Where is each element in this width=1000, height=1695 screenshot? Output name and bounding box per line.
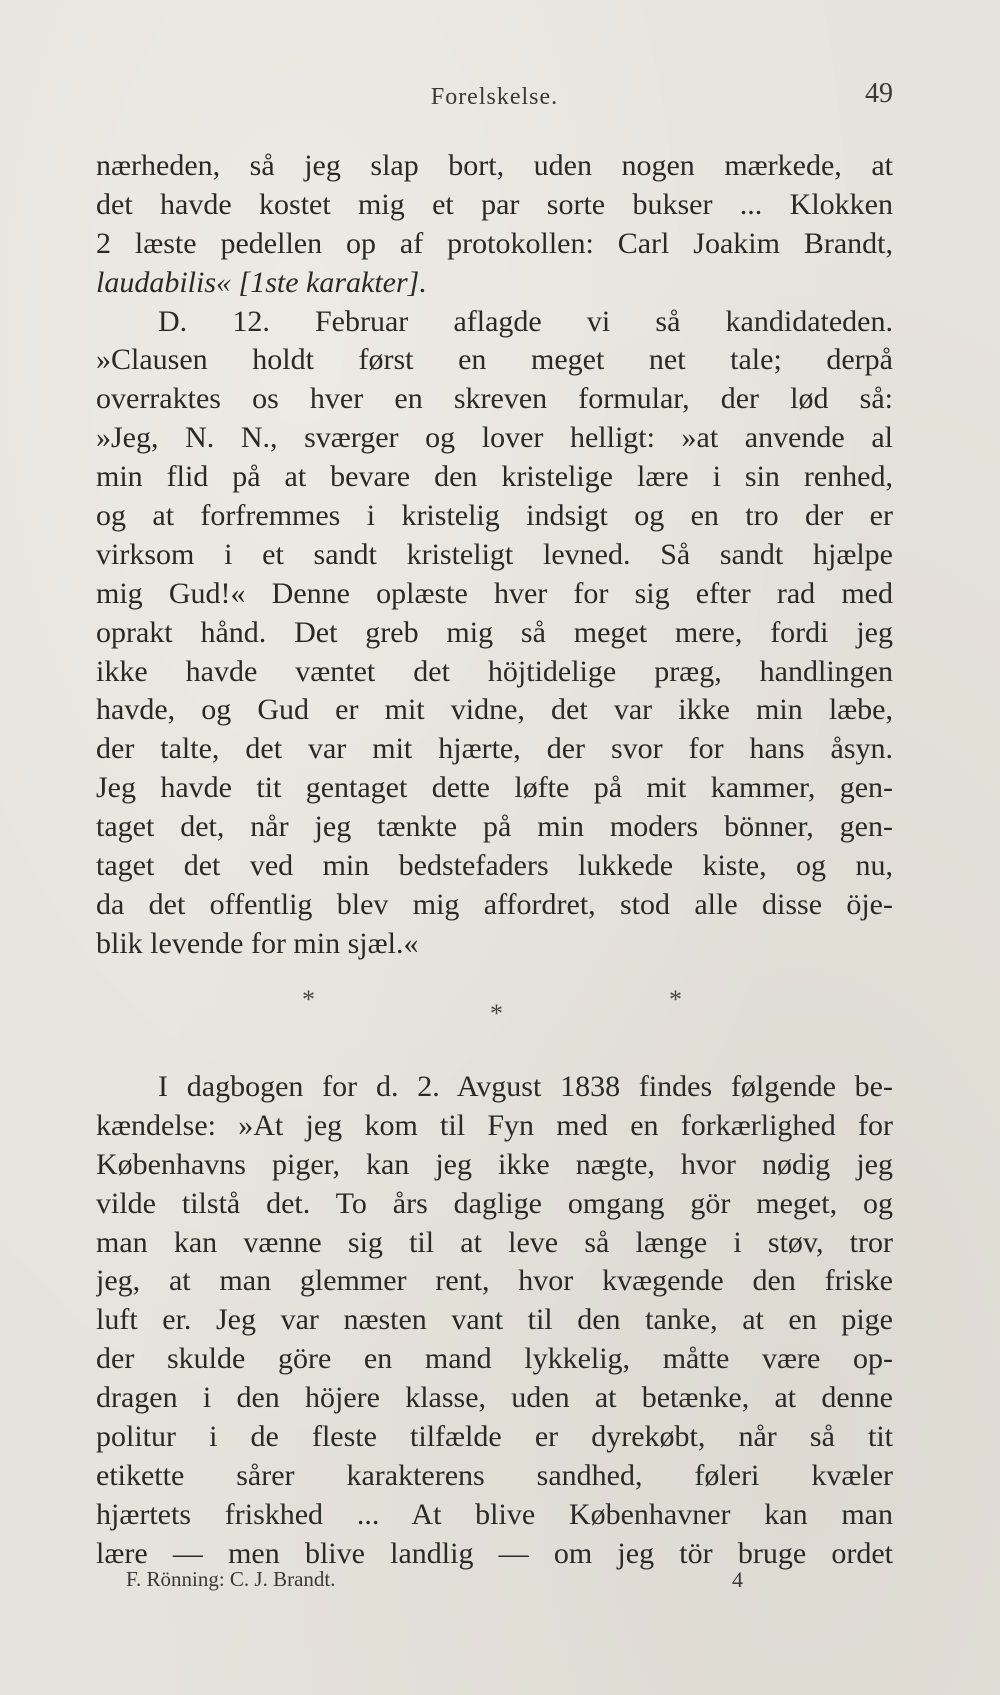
text-line: politur i de fleste tilfælde er dyrekøbt, når så tit xyxy=(96,1420,893,1454)
text-line: jeg, at man glemmer rent, hvor kvægende den friske xyxy=(96,1264,893,1298)
signature-line xyxy=(126,1567,766,1597)
text-line: det havde kostet mig et par sorte bukser ... Klokken xyxy=(96,187,893,221)
text-line: vilde tilstå det. To års daglige omgang gör meget, og xyxy=(96,1186,893,1220)
text-line: havde, og Gud er mit vidne, det var ikke min læbe, xyxy=(96,693,893,727)
section-separator xyxy=(96,985,893,1031)
asterisk: * xyxy=(302,985,315,1014)
text-line: lære — men blive landlig — om jeg tör bruge ordet xyxy=(96,1536,893,1570)
text-line: »Jeg, N. N., sværger og lover helligt: »at anvende al xyxy=(96,421,893,455)
paragraph-1 xyxy=(96,147,893,964)
text-line: ikke havde væntet det höjtidelige præg, handlingen xyxy=(96,654,893,688)
text-line: blik levende for min sjæl.« xyxy=(96,926,419,960)
text-line: der talte, det var mit hjærte, der svor for hans åsyn. xyxy=(96,732,893,766)
text-line: kændelse: »At jeg kom til Fyn med en forkærlighed for xyxy=(96,1108,893,1142)
paragraph-2 xyxy=(96,1068,893,1574)
text-line: nærheden, så jeg slap bort, uden nogen mærkede, at xyxy=(96,149,893,182)
text-line: taget det ved min bedstefaders lukkede kiste, og nu, xyxy=(96,849,893,883)
text-line: og at forfremmes i kristelig indsigt og en tro der er xyxy=(96,499,893,533)
text-line: 2 læste pedellen op af protokollen: Carl Joakim Brandt, xyxy=(96,226,893,260)
text-line: luft er. Jeg var næsten vant til den tanke, at en pige xyxy=(96,1303,893,1337)
text-line: I dagbogen for d. 2. Avgust 1838 findes følgende be- xyxy=(158,1070,893,1103)
text-line: D. 12. Februar aflagde vi så kandidateden. xyxy=(158,304,893,338)
text-line: virksom i et sandt kristeligt levned. Så sandt hjælpe xyxy=(96,537,893,571)
running-title: Forelskelse. xyxy=(430,84,559,110)
text-line: hjærtets friskhed ... At blive Københavner kan man xyxy=(96,1497,893,1531)
text-line: Københavns piger, kan jeg ikke nægte, hvor nødig jeg xyxy=(96,1147,893,1181)
text-line: »Clausen holdt først en meget net tale; derpå xyxy=(96,343,893,377)
signature-number: 4 xyxy=(732,1567,743,1592)
text-line: mig Gud!« Denne oplæste hver for sig efter rad med xyxy=(96,576,893,610)
text-line: min flid på at bevare den kristelige lære i sin renhed, xyxy=(96,460,893,494)
text-line: oprakt hånd. Det greb mig så meget mere, fordi jeg xyxy=(96,615,893,649)
page-number: 49 xyxy=(865,78,893,109)
text-line: dragen i den höjere klasse, uden at betænke, at denne xyxy=(96,1381,893,1415)
text-line: overraktes os hver en skreven formular, der lød så: xyxy=(96,382,893,416)
printer-signature: F. Rönning: C. J. Brandt. xyxy=(126,1567,336,1591)
text-line: etikette sårer karakterens sandhed, føleri kvæler xyxy=(96,1458,893,1492)
text-line: Jeg havde tit gentaget dette løfte på mit kammer, gen- xyxy=(96,771,893,805)
text-line: der skulde göre en mand lykkelig, måtte være op- xyxy=(96,1342,893,1376)
text-line: laudabilis« [1ste karakter]. xyxy=(96,265,427,299)
text-line: da det offentlig blev mig affordret, stod alle disse öje- xyxy=(96,887,893,921)
text-line: man kan vænne sig til at leve så længe i støv, tror xyxy=(96,1225,893,1259)
asterisk: * xyxy=(669,985,682,1014)
running-head xyxy=(96,78,893,118)
text-line: taget det, når jeg tænkte på min moders bönner, gen- xyxy=(96,810,893,844)
asterisk: * xyxy=(490,999,503,1028)
